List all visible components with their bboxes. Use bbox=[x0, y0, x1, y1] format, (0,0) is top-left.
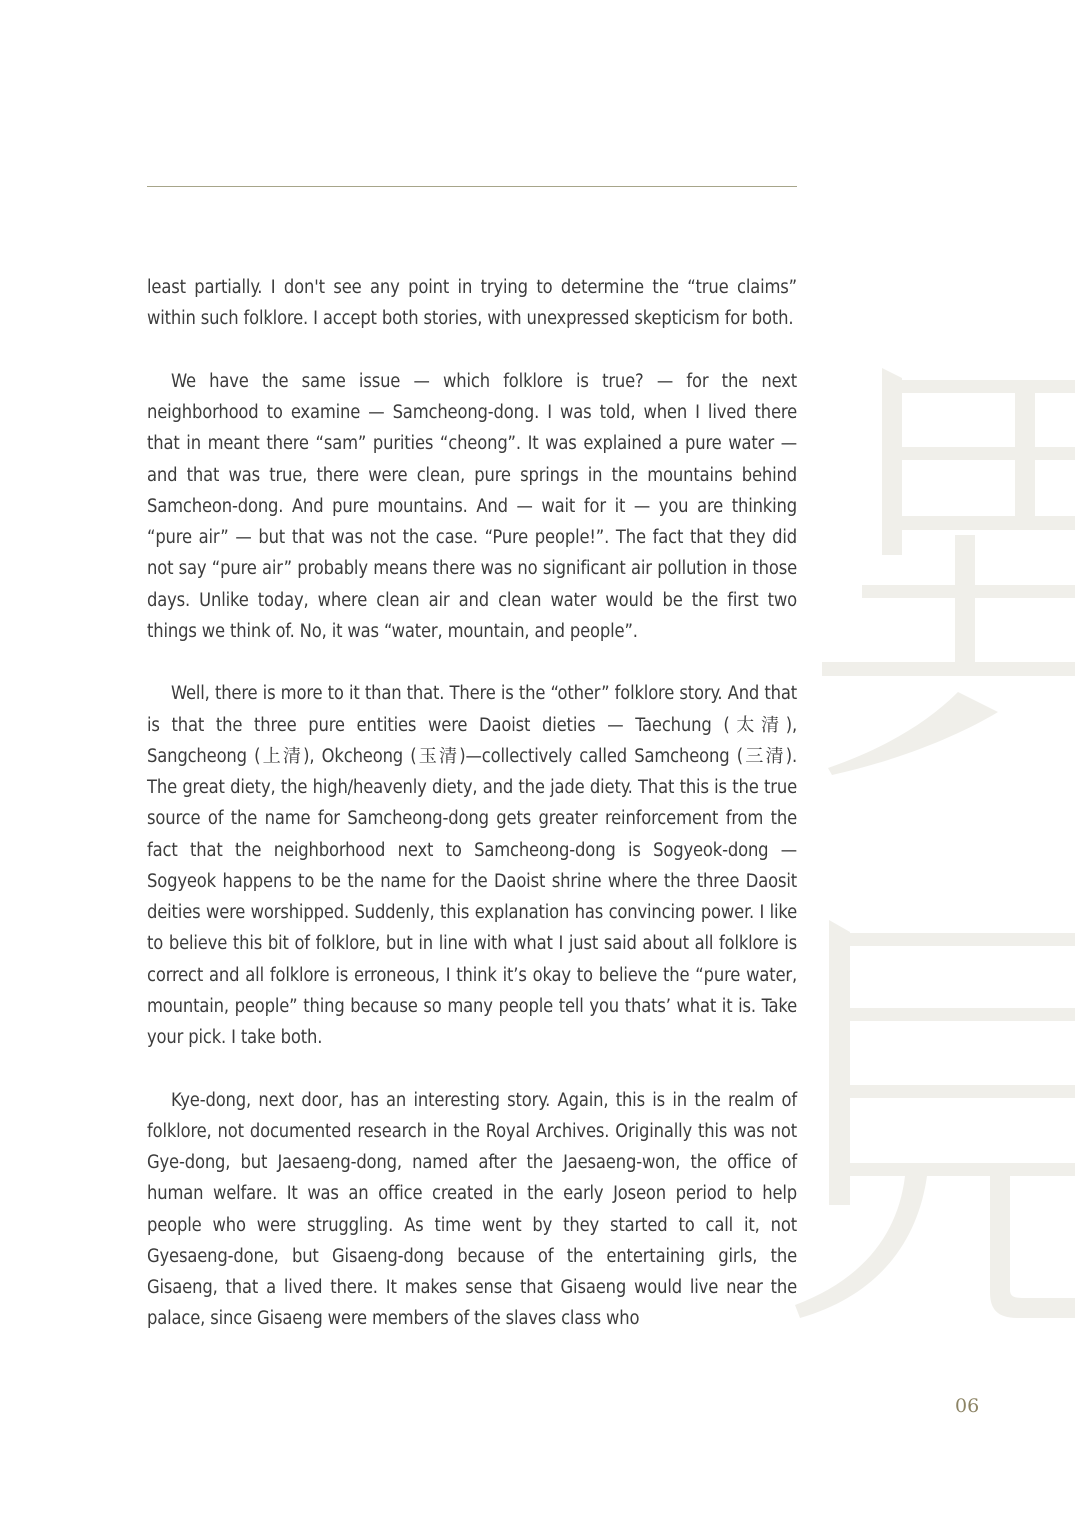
paragraph-1: least partially. I don't see any point in trying to determine the “true claims” within such folklore. I accept both stories, with unexpressed skepticism for both. bbox=[147, 277, 797, 330]
paragraph-4: Kye-dong, next door, has an interesting story. Again, this is in the realm of folklore, not documented research in the Royal Archives. Originally this was not Gye-dong, but Jaesaeng-dong, named after the Jaesaeng-won, the office of human welfare. It was an office created in the early Joseon period to help people who were struggling. As time went by they started to call it, not Gyesaeng-done, but Gisaeng-dong because of the entertaining girls, the Gisaeng, that a lived there. It makes sense that Gisaeng would live near the palace, since Gisaeng were members of the slaves class who bbox=[147, 1089, 797, 1330]
bottom-glyph-icon bbox=[795, 920, 1075, 1318]
paragraph-2: We have the same issue — which folklore is true? — for the next neighborhood to examine — Samcheong-dong. I was told, when I lived there that in meant there “sam” purities “cheong”. It was explained a pure water — and that was true, there were clean, pure springs in the mountains behind Samcheon-dong. And pure mountains. And — wait for it — you are thinking “pure air” — but that was not the case. “Pure people!”. The fact that they did not say “pure air” probably means there was no significant air pollution in those days. Unlike today, where clean air and clean water would be the first two things we think of. No, it was “water, mountain, and people”. bbox=[147, 370, 797, 642]
article-body bbox=[147, 272, 797, 1366]
top-glyph-icon bbox=[822, 368, 1075, 775]
header-rule bbox=[147, 186, 797, 187]
page-number: 06 bbox=[955, 1395, 980, 1417]
paragraph-3: Well, there is more to it than that. There is the “other” folklore story. And that is that the three pure entities were Daoist dieties — Taechung (太清), Sangcheong (上清), Okcheong (玉清)—collectively called Samcheong (三清). The great diety, the high/heavenly diety, and the jade diety. That this is the true source of the name for Samcheong-dong gets greater reinforcement from the fact that the neighborhood next to Samcheong-dong is Sogyeok-dong — Sogyeok happens to be the name for the Daoist shrine where the three Daosit deities were worshipped. Suddenly, this explanation has convincing power. I like to believe this bit of folklore, but in line with what I just said about all folklore is correct and all folklore is erroneous, I think it’s okay to believe the “pure water, mountain, people” thing because so many people tell you thats’ what it is. Take your pick. I take both. bbox=[147, 683, 797, 1048]
